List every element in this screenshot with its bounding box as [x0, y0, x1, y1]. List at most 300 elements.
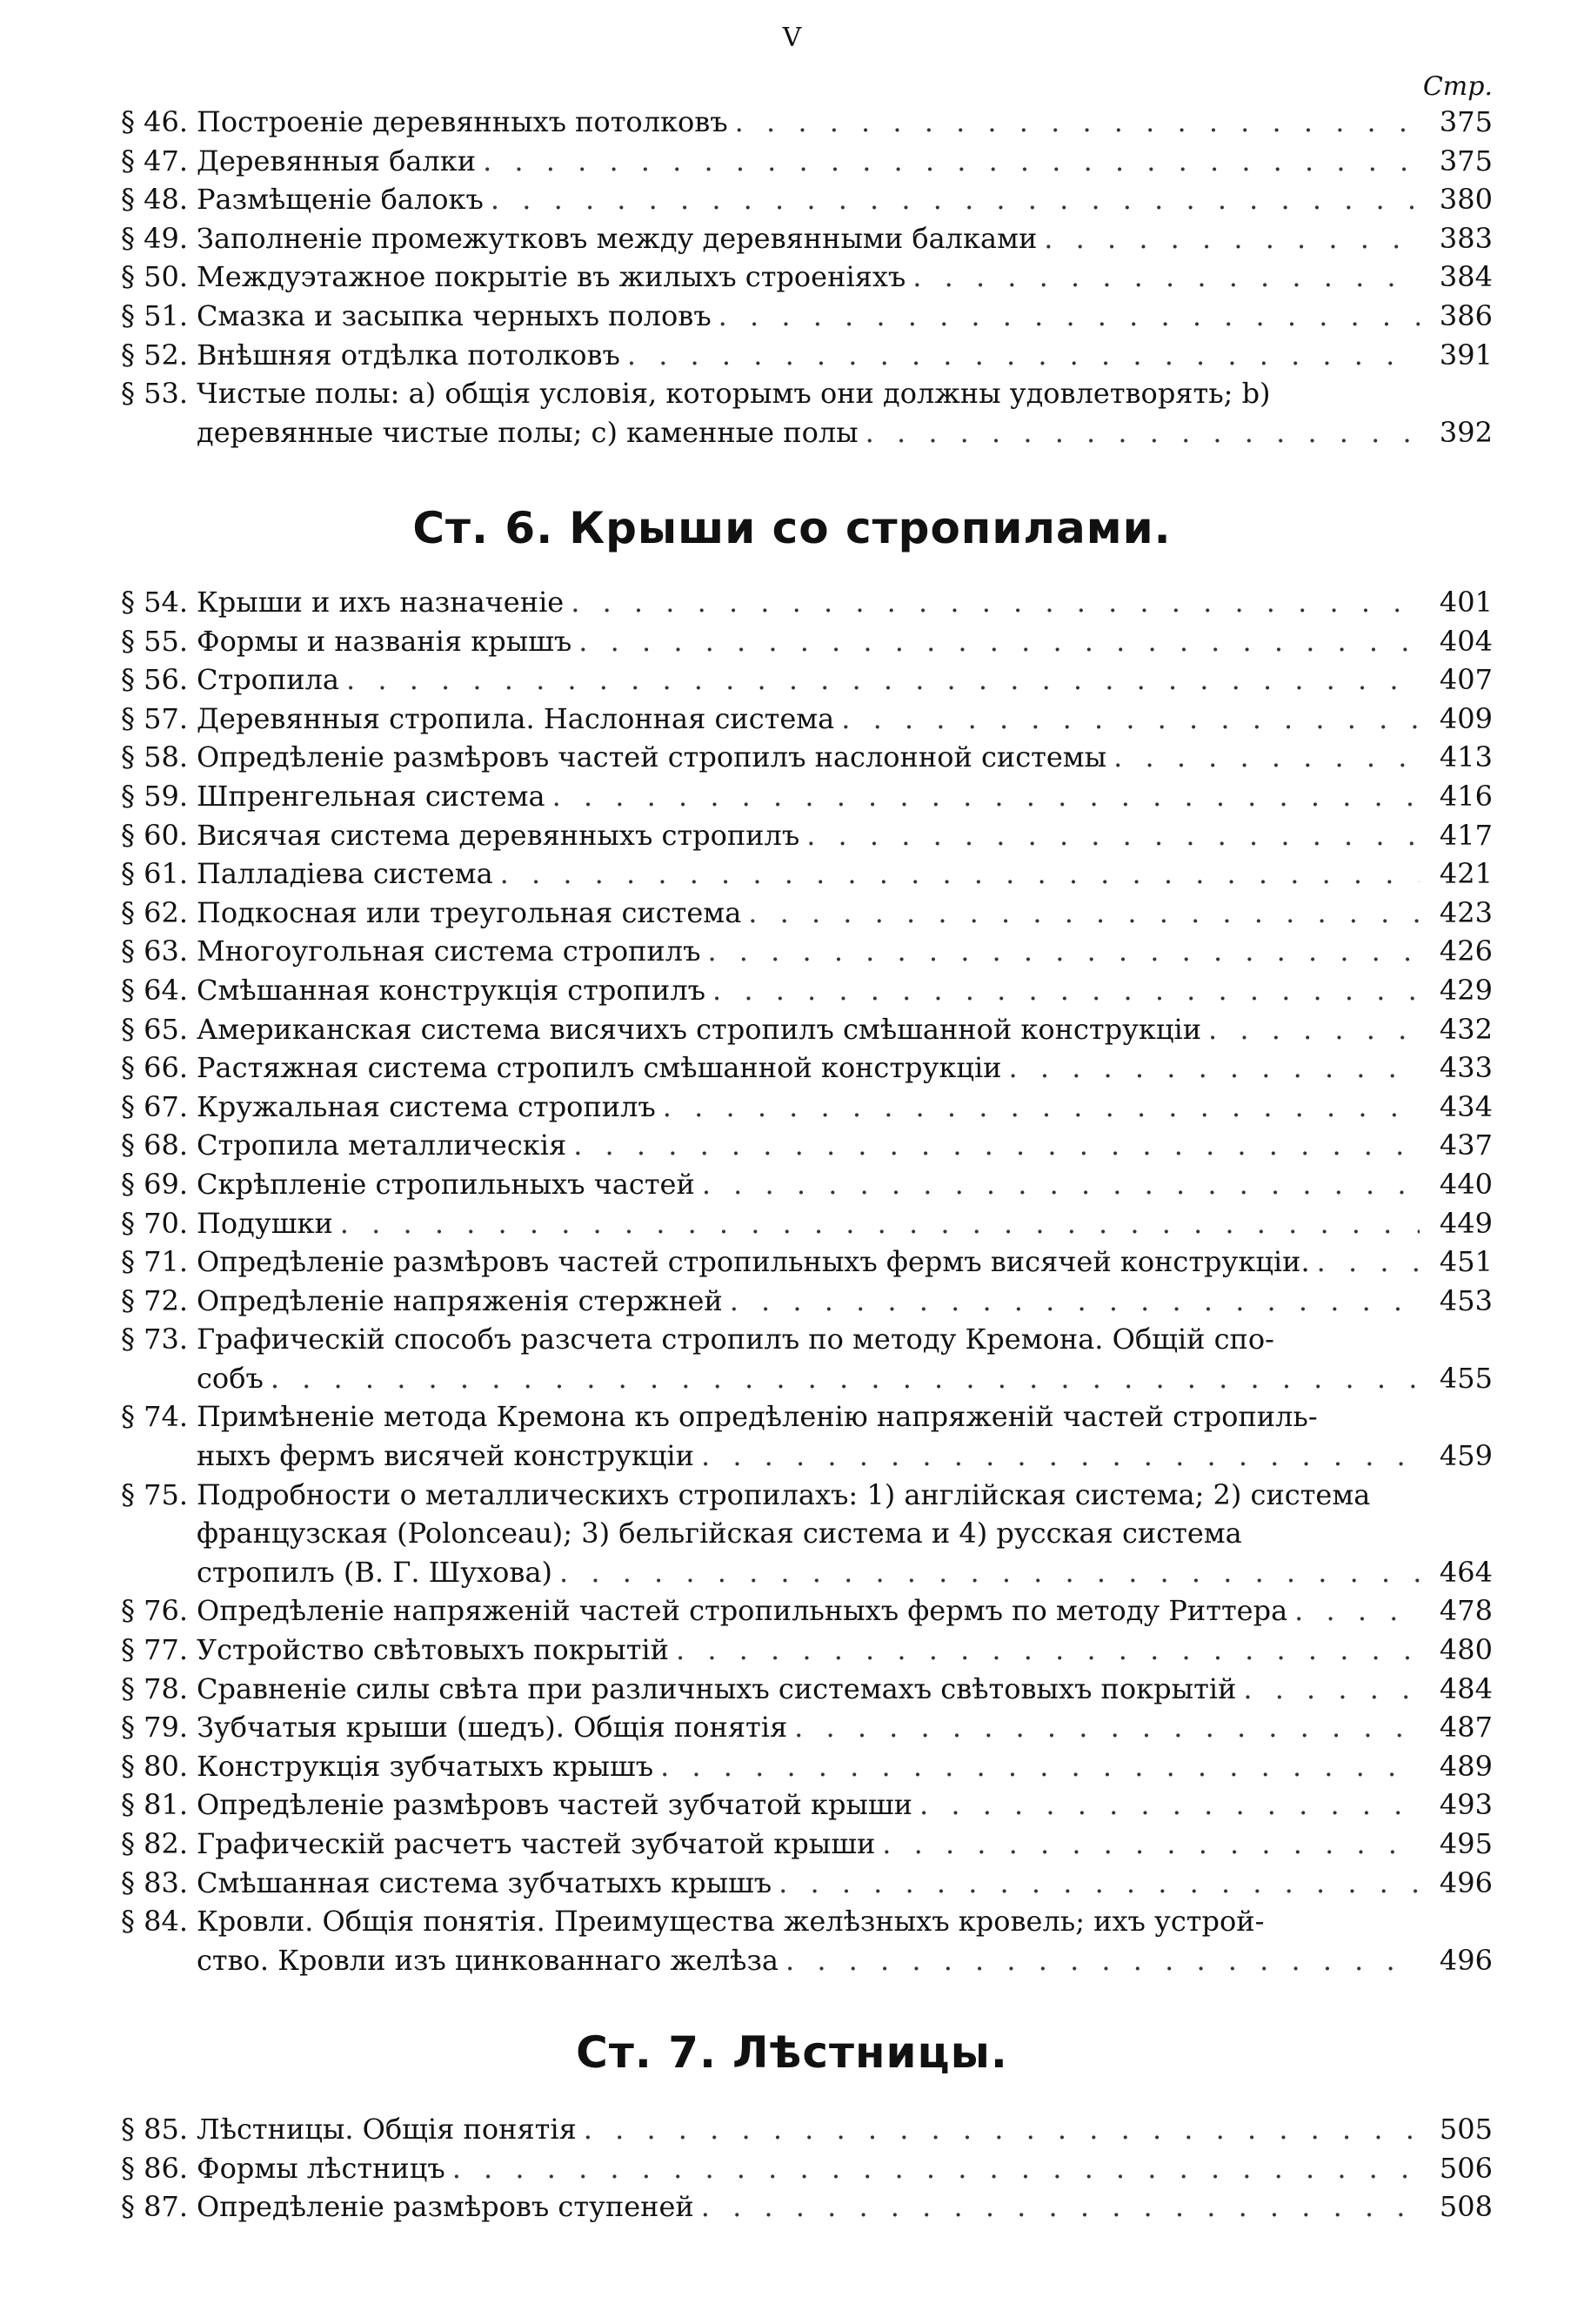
page-number: V	[782, 23, 802, 53]
toc-entry-body	[197, 1864, 1493, 1903]
entry-title-lead: Подробности о металлическихъ стропилахъ: 1) англійская система; 2) система французская (Polonceau); 3) бельгійская система и 4) русская система	[197, 1477, 1371, 1550]
section-number: § 78.	[120, 1671, 188, 1705]
section-number: § 46.	[120, 105, 188, 138]
toc-entry	[90, 1397, 1493, 1475]
toc-entry-body	[197, 894, 1493, 933]
page-reference: 421	[1439, 857, 1493, 891]
dot-leader	[573, 1126, 1420, 1165]
entry-title: Подушки	[197, 1206, 333, 1240]
toc-entry	[90, 894, 1493, 933]
toc-entry-body	[197, 1242, 1493, 1282]
toc-entry	[90, 1864, 1493, 1903]
toc-entry-body	[197, 103, 1493, 142]
entry-title: Кружальная система стропилъ	[197, 1089, 656, 1123]
section-number: § 63.	[120, 934, 188, 968]
toc-entry-line	[197, 180, 1493, 219]
toc-entry	[90, 219, 1493, 258]
toc-entry	[90, 1747, 1493, 1786]
section-number: § 70.	[120, 1206, 188, 1240]
toc-entry-line	[197, 1670, 1493, 1709]
toc-entry	[90, 1591, 1493, 1631]
entry-title: Растяжная система стропилъ смѣшанной конструкціи	[197, 1051, 1002, 1085]
section-number: § 66.	[120, 1051, 188, 1085]
page-reference: 392	[1439, 415, 1493, 449]
entry-title: Опредѣленіе размѣровъ частей стропилъ наслонной системы	[197, 740, 1107, 774]
toc-entry-body	[197, 1010, 1493, 1049]
toc-entry	[90, 142, 1493, 181]
toc-entry-body	[197, 816, 1493, 855]
toc-entry	[90, 1708, 1493, 1747]
section-7-label: Ст. 7.	[576, 2027, 718, 2078]
page-reference: 423	[1439, 895, 1493, 929]
section-number: § 75.	[120, 1477, 188, 1511]
dot-leader	[806, 816, 1420, 855]
dot-leader	[578, 622, 1420, 661]
toc-entry-body	[197, 1670, 1493, 1709]
toc-entry-line	[197, 1165, 1493, 1204]
toc-entry	[90, 1088, 1493, 1127]
entry-title: Опредѣленіе напряженія стержней	[197, 1283, 723, 1317]
section-number: § 77.	[120, 1633, 188, 1667]
dot-leader	[735, 103, 1420, 142]
section-number: § 47.	[120, 144, 188, 177]
toc-entry-line	[197, 1941, 1493, 1980]
dot-leader	[660, 1747, 1420, 1786]
toc-entry	[90, 1048, 1493, 1088]
toc-entry-body	[197, 1126, 1493, 1165]
toc-entry	[90, 971, 1493, 1010]
toc-entry-body	[197, 336, 1493, 375]
toc-entry	[90, 932, 1493, 971]
toc-entry	[90, 583, 1493, 622]
toc-entry-body	[197, 660, 1493, 700]
dot-leader	[1294, 1591, 1420, 1631]
toc-entry-body	[197, 180, 1493, 219]
toc-entry-line	[197, 103, 1493, 142]
toc-entry-body	[197, 1708, 1493, 1747]
dot-leader	[483, 142, 1420, 181]
toc-entry-line	[197, 816, 1493, 855]
dot-leader	[584, 2110, 1420, 2149]
dot-leader	[559, 1553, 1420, 1592]
toc-entry-line	[197, 700, 1493, 739]
entry-title: Опредѣленіе напряженій частей стропильныхъ фермъ по методу Риттера	[197, 1594, 1288, 1628]
section-number: § 58.	[120, 740, 188, 774]
toc-entry-line	[197, 1476, 1493, 1553]
toc-entry	[90, 1010, 1493, 1049]
page-reference: 416	[1439, 779, 1493, 813]
entry-title: Крыши и ихъ назначеніе	[197, 586, 565, 619]
toc-entry-body	[197, 854, 1493, 894]
page-reference: 437	[1439, 1129, 1493, 1162]
dot-leader	[571, 583, 1420, 622]
entry-title: Формы и названія крышъ	[197, 624, 572, 658]
toc-entry	[90, 103, 1493, 142]
toc-entry-body	[197, 1165, 1493, 1204]
dot-leader	[707, 932, 1420, 971]
toc-entry-line	[197, 1242, 1493, 1282]
toc-entry	[90, 816, 1493, 855]
entry-title: Формы лѣстницъ	[197, 2151, 445, 2185]
entry-title: Деревянныя стропила. Наслонная система	[197, 701, 835, 735]
page-reference: 383	[1439, 221, 1493, 255]
toc-list-section-7	[90, 2110, 1493, 2227]
toc-entry	[90, 1204, 1493, 1243]
section-number: § 57.	[120, 701, 188, 735]
section-6-heading	[0, 503, 1584, 553]
toc-entry-line	[197, 1902, 1493, 1941]
toc-entry-line	[197, 1631, 1493, 1670]
dot-leader	[346, 660, 1420, 700]
toc-list-section-6	[90, 583, 1493, 1979]
toc-entry	[90, 1476, 1493, 1592]
dot-leader	[627, 336, 1420, 375]
section-number: § 50.	[120, 260, 188, 294]
toc-entry-line	[197, 1320, 1493, 1359]
entry-title: Опредѣленіе размѣровъ частей зубчатой крыши	[197, 1788, 912, 1822]
entry-title: Устройство свѣтовыхъ покрытій	[197, 1633, 669, 1667]
entry-title: Заполненіе промежутковъ между деревянными балками	[197, 221, 1038, 255]
section-7-heading	[0, 2027, 1584, 2078]
toc-entry-body	[197, 738, 1493, 777]
section-number: § 87.	[120, 2190, 188, 2224]
dot-leader	[882, 1825, 1420, 1864]
toc-entry-body	[197, 1476, 1493, 1592]
toc-entry	[90, 622, 1493, 661]
toc-entry-line	[197, 1553, 1493, 1592]
section-number: § 67.	[120, 1089, 188, 1123]
entry-title-lead: Кровли. Общія понятія. Преимущества желѣзныхъ кровель; ихъ устрой-	[197, 1905, 1265, 1939]
toc-entry-line	[197, 622, 1493, 661]
dot-leader	[452, 2149, 1420, 2188]
page-reference: 432	[1439, 1012, 1493, 1046]
section-number: § 80.	[120, 1749, 188, 1783]
toc-entry-body	[197, 1902, 1493, 1979]
toc-entry-body	[197, 1591, 1493, 1631]
dot-leader	[491, 180, 1420, 219]
dot-leader	[730, 1282, 1420, 1321]
toc-entry-body	[197, 700, 1493, 739]
toc-entry-line	[197, 1088, 1493, 1127]
toc-entry-line	[197, 1282, 1493, 1321]
entry-title: Конструкція зубчатыхъ крышъ	[197, 1749, 654, 1783]
section-number: § 71.	[120, 1245, 188, 1279]
toc-entry	[90, 1242, 1493, 1282]
entry-title: Опредѣленіе размѣровъ ступеней	[197, 2190, 694, 2224]
section-number: § 61.	[120, 857, 188, 891]
toc-entry-line	[197, 1359, 1493, 1398]
toc-entry	[90, 738, 1493, 777]
page-reference: 489	[1439, 1749, 1493, 1783]
dot-leader	[1208, 1010, 1420, 1049]
page-reference: 455	[1439, 1361, 1493, 1395]
toc-entry-line	[197, 1048, 1493, 1088]
dot-leader	[1113, 738, 1420, 777]
dot-leader	[779, 1864, 1420, 1903]
toc-entry-body	[197, 2110, 1493, 2149]
entry-title: Построеніе деревянныхъ потолковъ	[197, 105, 728, 138]
section-number: § 73.	[120, 1323, 188, 1356]
toc-entry-line	[197, 894, 1493, 933]
toc-entry-body	[197, 1204, 1493, 1243]
section-number: § 72.	[120, 1283, 188, 1317]
section-number: § 69.	[120, 1167, 188, 1201]
entry-title: ныхъ фермъ висячей конструкціи	[197, 1439, 694, 1473]
toc-entry-body	[197, 1785, 1493, 1825]
toc-entry-body	[197, 374, 1493, 452]
toc-entry-body	[197, 971, 1493, 1010]
section-number: § 82.	[120, 1827, 188, 1860]
entry-title: Зубчатыя крыши (шедъ). Общія понятія	[197, 1711, 788, 1745]
section-number: § 51.	[120, 298, 188, 332]
section-number: § 83.	[120, 1865, 188, 1899]
toc-entry	[90, 660, 1493, 700]
section-number: § 86.	[120, 2151, 188, 2185]
page-reference: 375	[1439, 144, 1493, 177]
dot-leader	[663, 1088, 1420, 1127]
toc-entry-line	[197, 336, 1493, 375]
section-number: § 64.	[120, 973, 188, 1007]
toc-entry-body	[197, 297, 1493, 336]
page-reference: 391	[1439, 338, 1493, 372]
section-number: § 54.	[120, 586, 188, 619]
section-6-title: Крыши со стропилами.	[569, 503, 1172, 553]
toc-list-section-5	[90, 103, 1493, 452]
entry-title: Смѣшанная конструкція стропилъ	[197, 973, 706, 1007]
section-number: § 52.	[120, 338, 188, 372]
dot-leader	[785, 1941, 1420, 1980]
section-number: § 59.	[120, 779, 188, 813]
entry-title: Стропила	[197, 663, 339, 697]
toc-entry	[90, 1785, 1493, 1825]
page-reference: 484	[1439, 1671, 1493, 1705]
toc-entry-line	[197, 583, 1493, 622]
toc-entry-body	[197, 2187, 1493, 2227]
page-reference: 434	[1439, 1089, 1493, 1123]
entry-title: стропилъ (В. Г. Шухова)	[197, 1555, 552, 1589]
toc-entry	[90, 336, 1493, 375]
toc-entry-line	[197, 1126, 1493, 1165]
toc-entry-line	[197, 1864, 1493, 1903]
toc-entry-body	[197, 258, 1493, 297]
toc-entry-body	[197, 1825, 1493, 1864]
page-reference: 386	[1439, 298, 1493, 332]
toc-entry-line	[197, 2110, 1493, 2149]
toc-entry	[90, 700, 1493, 739]
page-reference: 508	[1439, 2190, 1493, 2224]
page-column-header: Стр.	[1422, 71, 1493, 102]
toc-entry-line	[197, 374, 1493, 413]
dot-leader	[919, 1785, 1420, 1825]
entry-title: Лѣстницы. Общія понятія	[197, 2113, 577, 2146]
section-number: § 84.	[120, 1905, 188, 1939]
entry-title: Подкосная или треугольная система	[197, 895, 742, 929]
toc-entry-line	[197, 971, 1493, 1010]
toc-entry-line	[197, 660, 1493, 700]
section-number: § 56.	[120, 663, 188, 697]
dot-leader	[701, 2187, 1420, 2227]
toc-entry	[90, 2110, 1493, 2149]
section-number: § 48.	[120, 183, 188, 217]
toc-entry-body	[197, 1320, 1493, 1397]
page-reference: 451	[1439, 1245, 1493, 1279]
page-reference: 407	[1439, 663, 1493, 697]
page-reference: 459	[1439, 1439, 1493, 1473]
toc-entry-line	[197, 1397, 1493, 1437]
dot-leader	[841, 700, 1420, 739]
dot-leader	[712, 971, 1420, 1010]
page-reference: 401	[1439, 586, 1493, 619]
entry-title: ство. Кровли изъ цинкованнаго желѣза	[197, 1943, 779, 1977]
page-reference: 404	[1439, 624, 1493, 658]
dot-leader	[701, 1437, 1420, 1476]
entry-title: Внѣшняя отдѣлка потолковъ	[197, 338, 620, 372]
toc-entry-line	[197, 1204, 1493, 1243]
dot-leader	[500, 854, 1420, 894]
toc-entry-body	[197, 1048, 1493, 1088]
toc-entry-line	[197, 777, 1493, 816]
dot-leader	[794, 1708, 1420, 1747]
toc-entry	[90, 854, 1493, 894]
toc-entry-line	[197, 1591, 1493, 1631]
section-7-title: Лѣстницы.	[732, 2027, 1008, 2078]
entry-title: Деревянныя балки	[197, 144, 477, 177]
toc-entry	[90, 1282, 1493, 1321]
page-reference: 453	[1439, 1283, 1493, 1317]
entry-title: Стропила металлическія	[197, 1129, 567, 1162]
dot-leader	[552, 777, 1420, 816]
entry-title: деревянные чистые полы; c) каменные полы	[197, 415, 859, 449]
page-reference: 440	[1439, 1167, 1493, 1201]
section-number: § 68.	[120, 1129, 188, 1162]
toc-entry	[90, 2149, 1493, 2188]
toc-entry-body	[197, 583, 1493, 622]
section-number: § 76.	[120, 1594, 188, 1628]
dot-leader	[866, 413, 1420, 452]
section-number: § 74.	[120, 1400, 188, 1434]
section-number: § 60.	[120, 818, 188, 852]
toc-entry-line	[197, 1437, 1493, 1476]
page-reference: 433	[1439, 1051, 1493, 1085]
section-6-label: Ст. 6.	[412, 503, 554, 553]
page-reference: 480	[1439, 1633, 1493, 1667]
toc-entry	[90, 180, 1493, 219]
entry-title: Палладіева система	[197, 857, 493, 891]
entry-title: Междуэтажное покрытіе въ жилыхъ строеніяхъ	[197, 260, 906, 294]
dot-leader	[912, 258, 1420, 297]
toc-entry-line	[197, 738, 1493, 777]
dot-leader	[702, 1165, 1420, 1204]
toc-entry-line	[197, 413, 1493, 452]
page-reference: 505	[1439, 2113, 1493, 2146]
entry-title: Смазка и засыпка черныхъ половъ	[197, 298, 712, 332]
toc-entry-line	[197, 2149, 1493, 2188]
page-reference: 496	[1439, 1865, 1493, 1899]
toc-entry-line	[197, 219, 1493, 258]
toc-entry	[90, 1670, 1493, 1709]
dot-leader	[676, 1631, 1420, 1670]
toc-entry-body	[197, 1747, 1493, 1786]
page-reference: 496	[1439, 1943, 1493, 1977]
entry-title: Американская система висячихъ стропилъ смѣшанной конструкціи	[197, 1012, 1202, 1046]
toc-entry	[90, 777, 1493, 816]
dot-leader	[1317, 1242, 1420, 1282]
entry-title: Сравненіе силы свѣта при различныхъ системахъ свѣтовыхъ покрытій	[197, 1671, 1237, 1705]
section-number: § 65.	[120, 1012, 188, 1046]
toc-entry	[90, 258, 1493, 297]
page-reference: 413	[1439, 740, 1493, 774]
toc-entry-line	[197, 258, 1493, 297]
entry-title-lead: Примѣненіе метода Кремона къ опредѣленію напряженій частей стропиль-	[197, 1400, 1318, 1434]
section-number: § 55.	[120, 624, 188, 658]
toc-entry-body	[197, 777, 1493, 816]
toc-entry-line	[197, 854, 1493, 894]
toc-entry-line	[197, 142, 1493, 181]
entry-title: Скрѣпленіе стропильныхъ частей	[197, 1167, 695, 1201]
section-number: § 81.	[120, 1788, 188, 1822]
toc-entry-body	[197, 2149, 1493, 2188]
dot-leader	[718, 297, 1420, 336]
page-reference: 429	[1439, 973, 1493, 1007]
toc-entry-body	[197, 932, 1493, 971]
toc-entry-body	[197, 142, 1493, 181]
page-reference: 375	[1439, 105, 1493, 138]
toc-entry	[90, 1902, 1493, 1979]
page-reference: 493	[1439, 1788, 1493, 1822]
section-number: § 79.	[120, 1711, 188, 1745]
page-reference: 478	[1439, 1594, 1493, 1628]
toc-entry-line	[197, 1747, 1493, 1786]
page-reference: 487	[1439, 1711, 1493, 1745]
entry-title: собъ	[197, 1361, 264, 1395]
toc-entry-line	[197, 2187, 1493, 2227]
dot-leader	[1044, 219, 1420, 258]
entry-title: Опредѣленіе размѣровъ частей стропильныхъ фермъ висячей конструкціи.	[197, 1245, 1310, 1279]
page-reference: 417	[1439, 818, 1493, 852]
toc-entry-line	[197, 1785, 1493, 1825]
toc-entry-body	[197, 1631, 1493, 1670]
section-number: § 62.	[120, 895, 188, 929]
toc-entry-line	[197, 1010, 1493, 1049]
dot-leader	[748, 894, 1420, 933]
toc-entry	[90, 2187, 1493, 2227]
toc-entry	[90, 1631, 1493, 1670]
dot-leader	[340, 1204, 1420, 1243]
entry-title-lead: Графическій способъ разсчета стропилъ по методу Кремона. Общій спо-	[197, 1323, 1274, 1356]
toc-entry-line	[197, 932, 1493, 971]
toc-entry	[90, 1825, 1493, 1864]
toc-entry	[90, 1165, 1493, 1204]
entry-title: Смѣшанная система зубчатыхъ крышъ	[197, 1865, 772, 1899]
page-reference: 449	[1439, 1206, 1493, 1240]
page-reference: 506	[1439, 2151, 1493, 2185]
page-reference: 495	[1439, 1827, 1493, 1860]
entry-title: Графическій расчетъ частей зубчатой крыши	[197, 1827, 876, 1860]
toc-entry-body	[197, 219, 1493, 258]
dot-leader	[271, 1359, 1420, 1398]
page-reference: 384	[1439, 260, 1493, 294]
toc-entry	[90, 374, 1493, 452]
entry-title: Шпренгельная система	[197, 779, 545, 813]
toc-entry-line	[197, 1708, 1493, 1747]
toc-entry-body	[197, 1088, 1493, 1127]
toc-entry	[90, 1320, 1493, 1397]
toc-entry-body	[197, 1397, 1493, 1475]
toc-entry-line	[197, 1825, 1493, 1864]
entry-title-lead: Чистые полы: a) общія условія, которымъ они должны удовлетворять; b)	[197, 377, 1271, 411]
entry-title: Висячая система деревянныхъ стропилъ	[197, 818, 800, 852]
dot-leader	[1243, 1670, 1420, 1709]
